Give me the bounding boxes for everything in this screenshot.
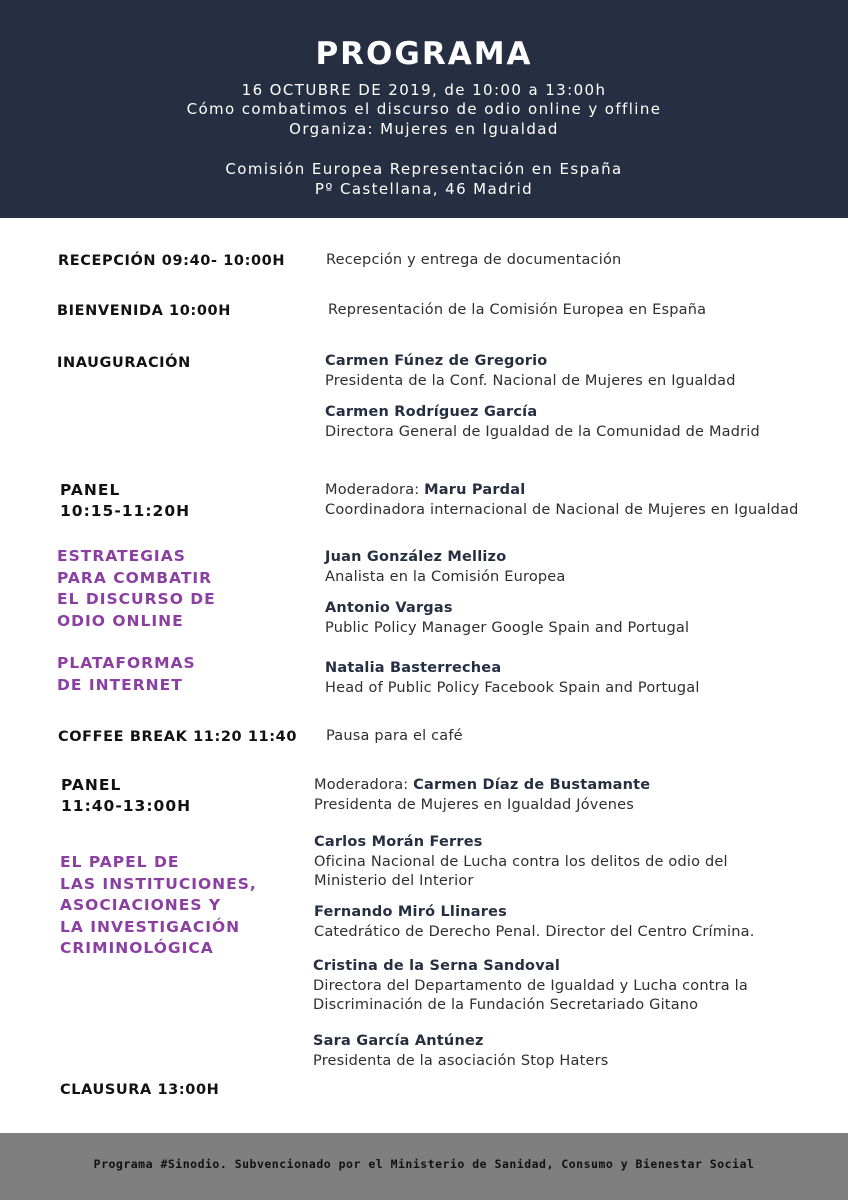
speaker-role: Public Policy Manager Google Spain and Portugal <box>325 619 690 636</box>
speaker-name: Fernando Miró Llinares <box>314 904 507 920</box>
moderator-prefix: Moderadora: <box>314 777 414 793</box>
event-organizer: Organiza: Mujeres en Igualdad <box>289 120 559 138</box>
recepcion-text: Recepción y entrega de documentación <box>326 252 622 268</box>
event-topic: Cómo combatimos el discurso de odio online y offline <box>186 100 662 118</box>
panel2-time: 11:40-13:00H <box>61 797 192 815</box>
coffee-break-label: COFFEE BREAK 11:20 11:40 <box>58 729 298 745</box>
panel2-speaker <box>314 903 755 942</box>
panel1-time: 10:15-11:20H <box>60 502 191 520</box>
speaker-name: Sara García Antúnez <box>313 1033 484 1049</box>
footer-banner <box>0 1133 848 1200</box>
panel2-label-line: PANEL <box>61 776 122 794</box>
inauguracion-speaker <box>325 352 736 391</box>
panel1-speaker <box>325 659 700 698</box>
event-venue: Comisión Europea Representación en España <box>225 160 623 178</box>
speaker-role: Catedrático de Derecho Penal. Director del Centro Crímina. <box>314 923 755 940</box>
panel2-label <box>61 775 191 817</box>
moderator-name: Maru Pardal <box>424 482 526 498</box>
panel1-label <box>60 480 190 522</box>
speaker-role: Presidenta de la asociación Stop Haters <box>313 1052 609 1069</box>
moderator-role: Presidenta de Mujeres en Igualdad Jóvenes <box>314 796 634 813</box>
panel1-subtopic <box>57 653 196 696</box>
panel1-moderator <box>325 481 799 520</box>
topic-line: LAS INSTITUCIONES, <box>60 874 257 893</box>
speaker-name: Carmen Fúnez de Gregorio <box>325 353 548 369</box>
panel2-speaker <box>313 957 748 1016</box>
speaker-role: Presidenta de la Conf. Nacional de Mujeres en Igualdad <box>325 372 736 389</box>
header-banner <box>0 0 848 218</box>
inauguracion-label: INAUGURACIÓN <box>57 355 191 371</box>
panel2-topic <box>60 852 257 960</box>
panel1-speaker <box>325 548 566 587</box>
topic-line: PARA COMBATIR <box>57 568 213 587</box>
clausura-label: CLAUSURA 13:00H <box>60 1082 220 1098</box>
page-title: PROGRAMA <box>315 36 533 72</box>
panel2-speaker <box>313 1032 609 1071</box>
moderator-prefix: Moderadora: <box>325 482 425 498</box>
coffee-break-text: Pausa para el café <box>326 728 463 744</box>
speaker-name: Juan González Mellizo <box>325 549 507 565</box>
moderator-role: Coordinadora internacional de Nacional de Mujeres en Igualdad <box>325 501 799 518</box>
panel1-speaker <box>325 599 689 638</box>
inauguracion-speaker <box>325 403 760 442</box>
speaker-name: Carmen Rodríguez García <box>325 404 538 420</box>
topic-line: ODIO ONLINE <box>57 611 184 630</box>
speaker-role: Analista en la Comisión Europea <box>325 568 566 585</box>
event-address: Pº Castellana, 46 Madrid <box>314 180 534 198</box>
event-date: 16 OCTUBRE DE 2019, de 10:00 a 13:00h <box>241 81 607 99</box>
panel1-topic <box>57 546 216 632</box>
speaker-role: Head of Public Policy Facebook Spain and Portugal <box>325 679 700 696</box>
topic-line: ASOCIACIONES Y <box>60 896 222 914</box>
subtopic-line: DE INTERNET <box>57 675 183 694</box>
panel2-speaker <box>314 833 728 892</box>
recepcion-label: RECEPCIÓN 09:40- 10:00H <box>58 253 286 269</box>
panel1-label-line: PANEL <box>60 481 121 499</box>
speaker-name: Carlos Morán Ferres <box>314 834 483 850</box>
bienvenida-text: Representación de la Comisión Europea en España <box>328 302 707 318</box>
topic-line: EL PAPEL DE <box>60 853 180 871</box>
speaker-role: Directora del Departamento de Igualdad y Lucha contra la <box>313 977 748 994</box>
speaker-role: Ministerio del Interior <box>314 873 474 889</box>
speaker-role: Directora General de Igualdad de la Comunidad de Madrid <box>325 423 760 440</box>
footer-text: Programa #Sinodio. Subvencionado por el Ministerio de Sanidad, Consumo y Bienestar Social <box>93 1157 755 1171</box>
moderator-name: Carmen Díaz de Bustamante <box>413 777 651 793</box>
bienvenida-label: BIENVENIDA 10:00H <box>57 303 231 319</box>
speaker-role: Oficina Nacional de Lucha contra los delitos de odio del <box>314 853 728 870</box>
topic-line: ESTRATEGIAS <box>57 547 186 565</box>
topic-line: CRIMINOLÓGICA <box>60 939 214 957</box>
topic-line: EL DISCURSO DE <box>57 590 216 608</box>
speaker-name: Cristina de la Serna Sandoval <box>313 958 560 974</box>
speaker-role: Discriminación de la Fundación Secretariado Gitano <box>313 997 699 1013</box>
speaker-name: Natalia Basterrechea <box>325 660 502 676</box>
subtopic-line: PLATAFORMAS <box>57 654 196 672</box>
topic-line: LA INVESTIGACIÓN <box>60 917 241 936</box>
panel2-moderator <box>314 776 650 815</box>
speaker-name: Antonio Vargas <box>325 600 453 616</box>
